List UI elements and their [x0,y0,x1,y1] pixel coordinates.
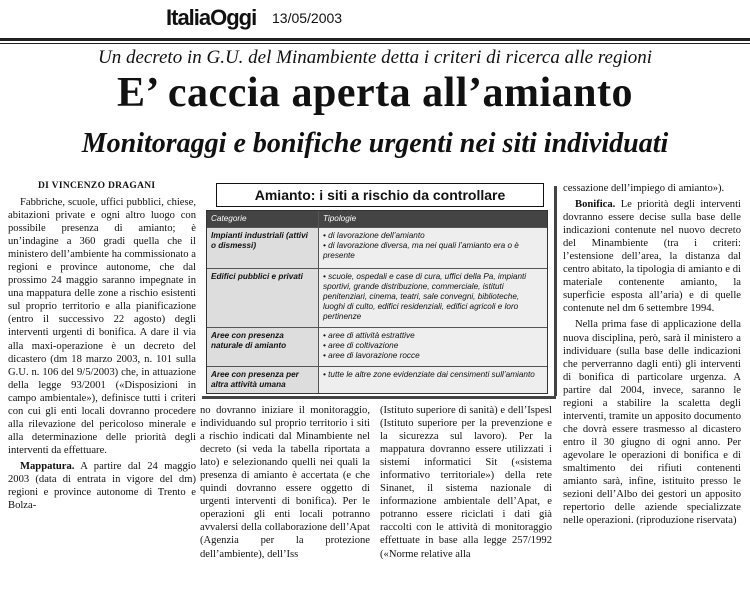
section-lead-mappatura: Mappatura. [20,460,75,472]
col1-paragraph-2 [8,460,196,512]
table-cell-item: • aree di attività estrattive [323,331,543,341]
table-title: Amianto: i siti a rischio da controllare [216,183,544,207]
top-rule [0,38,750,41]
col4-paragraph-1-text: Le priorità degli interventi dovranno essere decise sulla base delle indicazioni contenute nel nuovo decreto del Minambiente (tra i criteri: l’estensione dell’area, la distanza dal centro abitato, la tipologia di amianto e di materiale contenente amianto, la superficie esposta all’aria) e di quelle contenute nel dm 6 settembre 1994. [563,199,741,315]
article-headline: E’ caccia aperta all’amianto [117,70,633,116]
table-row [207,227,547,268]
article-column-3: (Istituto superiore di sanità) e dell’Ispesl (Istituto superiore per la prevenzione e la sicurezza sul lavoro). Per la mappatura dovranno essere utilizzati i sistemi informatici Sit («sistema informativo territoriale») della rete Sinanet, il sistema nazionale di informazione ambientale dell’Apat, e potranno essere riciclati i dati già raccolti con le attività di monitoraggio effettuate in base alla legge 257/1992 («Norme relative alla [380,405,552,560]
article-column-4 [563,182,741,527]
table-cell-item: • aree di lavorazione rocce [323,351,543,361]
article-subhead: Monitoraggi e bonifiche urgenti nei siti individuati [81,128,669,159]
table-header-types: Tipologie [319,211,547,227]
table-row [207,268,547,327]
table-cell-item: • tutte le altre zone evidenziate dai censimenti sull’amianto [323,370,543,380]
article-byline: DI VINCENZO DRAGANI [38,181,156,191]
table-cell-item: • di lavorazione dell’amianto [323,231,543,241]
table-cell-category: Aree con presenza per altra attività umana [207,367,319,393]
masthead-logo: ItaliaOggi [166,5,257,30]
table-cell-item: • aree di coltivazione [323,341,543,351]
table-cell-item: • di lavorazione diversa, ma nei quali l’amianto era o è presente [323,241,543,261]
top-rule-thin [0,43,750,44]
table-header-categories: Categorie [207,211,319,227]
table-header-row [207,211,547,227]
table-cell-category: Aree con presenza naturale di amianto [207,328,319,366]
article-column-2: no dovranno iniziare il monitoraggio, individuando sul proprio territorio i siti a rischio indicati dal Minambiente nel decreto (si veda la tabella riportata a lato) e selezionando quelli nei quali la presenza di amianto è accertata (e che quindi dovranno essere oggetto di urgenti interventi di bonifica). Per le operazioni gli enti locali potranno avvalersi della collaborazione dell’Apat (Agenzia per la protezione dell’ambiente), dell’Iss [200,405,370,560]
table-row [207,366,547,393]
col1-paragraph-1: Fabbriche, scuole, uffici pubblici, chiese, abitazioni private e ogni altro luogo con possibile presenza di amianto; è un’indagine a 360 gradi quella che il ministero dell’ambiente ha commissionato a regioni e province autonome, che dal prossimo 24 maggio saranno impegnate in una mappatura delle zone a rischio esistenti sul proprio territorio e alla pianificazione (entro il successivo 22 agosto) degli interventi urgenti di bonifica. A dare il via alla maxi-operazione è un decreto del dicastero (dm 18 marzo 2003, n. 101 sulla G.U. n. 106 del 9/5/2003) che, in attuazione della legge 93/2001 («Disposizioni in campo ambientale»), definisce tutti i criteri con cui gli enti locali dovranno procedere alla rilevazione del pericoloso minerale e alla determinazione delle priorità degli interventi da effettuare. [8,197,196,456]
box-shadow-right [554,186,557,396]
col4-paragraph-2: Nella prima fase di applicazione della nuova disciplina, però, sarà il ministero a individuare (sulla base delle indicazioni che perverranno dagli enti) gli interventi di bonifica di particolare urgenza. A partire dal 2004, invece, saranno le regioni a stabilire la scaletta degli interventi, tramite un apposito documento che dovrà essere trasmesso al dicastero entro il 30 giugno di ogni anno. Per agevolare le operazioni di bonifica e di smaltimento dei rifiuti contenenti amianto sarà, infine, istituito presso le sezioni dell’Albo dei gestori un apposito repertorio delle aziende specializzate nelle operazioni. (riproduzione riservata) [563,319,741,527]
asbestos-sites-table [206,210,548,394]
table-cell-item: • scuole, ospedali e case di cura, uffici della Pa, impianti sportivi, grande distribuzione, commerciale, istituti penitenziari, cinema, teatri, sale convegni, biblioteche, luoghi di culto, edifici residenziali, edifici agricoli e loro pertinenze [323,272,543,322]
section-lead-bonifica: Bonifica. [575,199,616,211]
table-row [207,327,547,366]
article-kicker: Un decreto in G.U. del Minambiente detta i criteri di ricerca alle regioni [97,47,653,68]
box-shadow-bottom [202,396,556,399]
table-cell-category: Impianti industriali (attivi o dismessi) [207,228,319,268]
col4-paragraph-0: cessazione dell’impiego di amianto»). [563,183,725,194]
publication-date: 13/05/2003 [272,10,343,26]
table-cell-category: Edifici pubblici e privati [207,269,319,327]
col1-paragraph-2-text: A partire dal 24 maggio 2003 (data di entrata in vigore del dm) regioni e province autonome di Trento e Bolza- [8,460,196,512]
article-column-1 [8,196,196,512]
col4-paragraph-1 [563,198,741,315]
